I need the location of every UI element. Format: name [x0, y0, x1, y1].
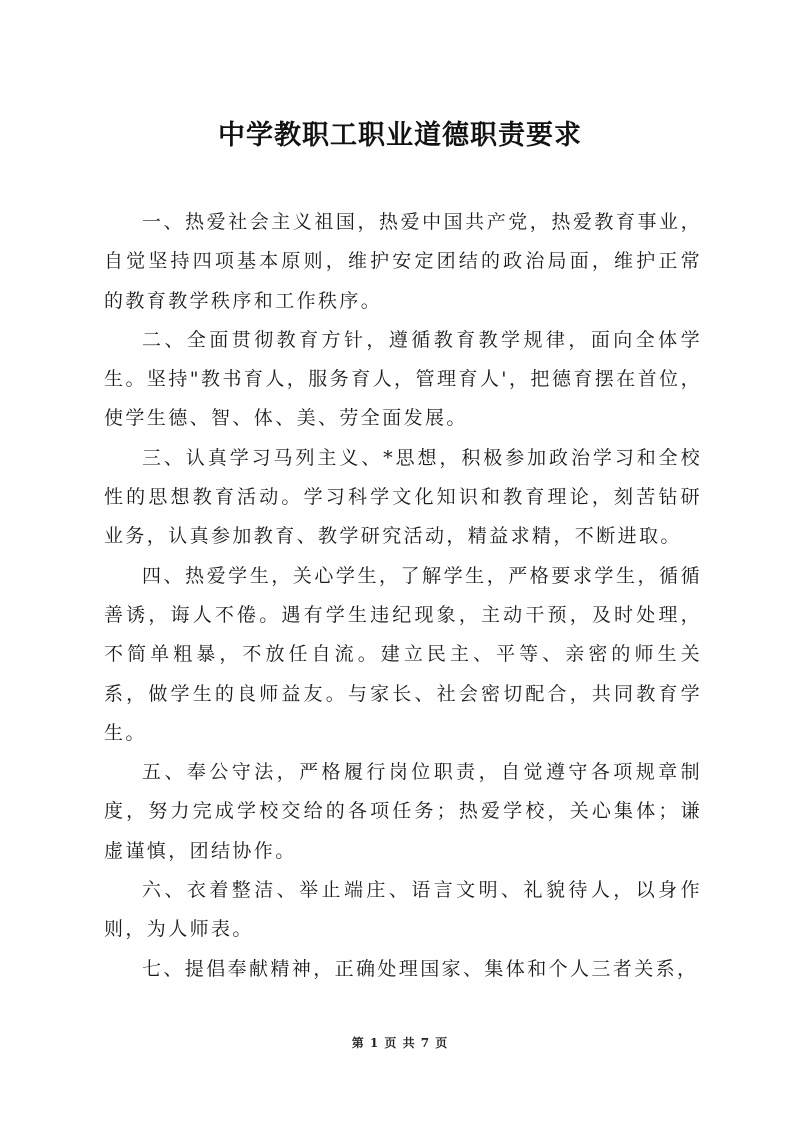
- paragraph: 七、提倡奉献精神，正确处理国家、集体和个人三者关系，: [142, 957, 699, 980]
- paragraph: 六、衣着整洁、举止端庄、语言文明、礼貌待人，以身作则，为人师表。: [104, 879, 702, 941]
- paragraph: 三、认真学习马列主义、*思想，积极参加政治学习和全校性的思想教育活动。学习科学文化知识和教育理论，刻苦钻研业务，认真参加教育、教学研究活动，精益求精，不断进取。: [104, 446, 702, 548]
- paragraph: 五、奉公守法，严格履行岗位职责，自觉遵守各项规章制度，努力完成学校交给的各项任务；热爱学校，关心集体；谦虚谨慎，团结协作。: [104, 761, 702, 862]
- paragraph: 四、热爱学生，关心学生，了解学生，严格要求学生，循循善诱，诲人不倦。遇有学生违纪现象，主动干预，及时处理，不简单粗暴，不放任自流。建立民主、平等、亲密的师生关系，做学生的良师益友。与家长、社会密切配合，共同教育学生。: [104, 564, 702, 744]
- paragraph: 一、热爱社会主义祖国，热爱中国共产党，热爱教育事业，自觉坚持四项基本原则，维护安定团结的政治局面，维护正常的教育教学秩序和工作秩序。: [104, 211, 702, 312]
- document-body: [104, 203, 702, 989]
- page-number-footer: 第 1 页 共 7 页: [351, 1036, 449, 1050]
- document-title: 中学教职工职业道德职责要求: [218, 120, 582, 151]
- paragraph: 二、全面贯彻教育方针，遵循教育教学规律，面向全体学生。坚持"教书育人，服务育人，管理育人'，把德育摆在首位，使学生德、智、体、美、劳全面发展。: [104, 328, 702, 430]
